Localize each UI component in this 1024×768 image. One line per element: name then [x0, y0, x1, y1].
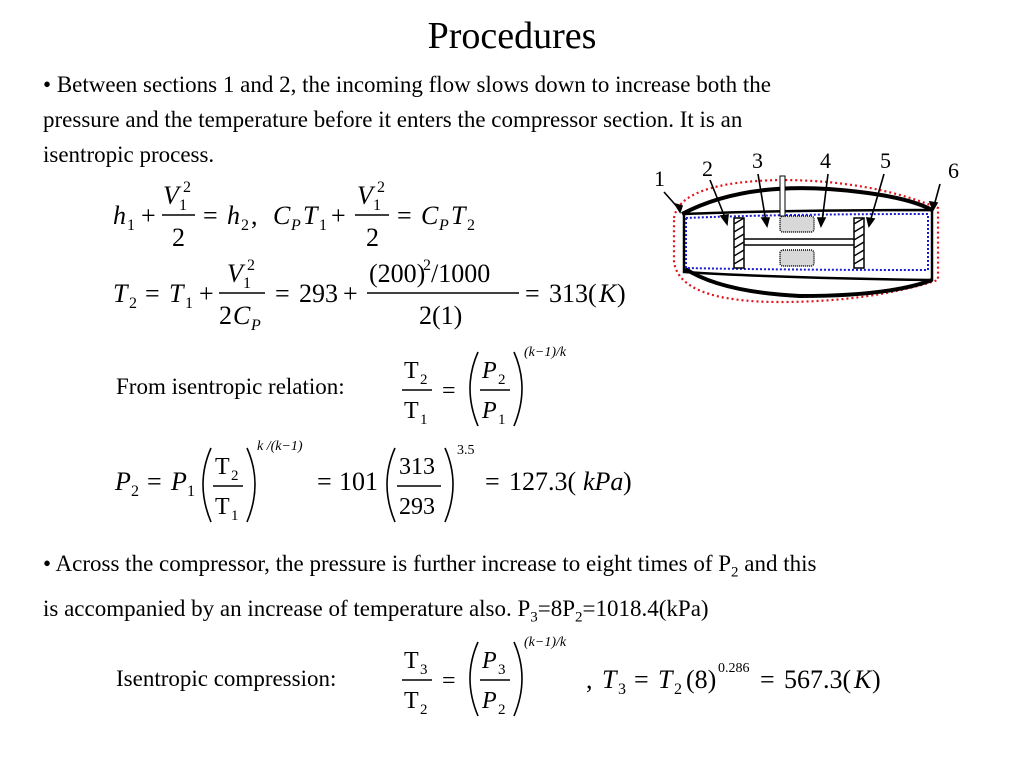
section-label-3: 3: [752, 148, 763, 173]
equation-isentropic-relation: [396, 340, 596, 432]
eq4-293: 293: [399, 494, 435, 520]
eq4-P2-sub: 2: [131, 483, 139, 500]
combustor-bottom: [780, 250, 814, 266]
eq4-den-T-sub: 1: [231, 508, 239, 524]
label-isentropic-compression: Isentropic compression:: [116, 666, 337, 691]
eq5-eq3: =: [760, 665, 775, 694]
eq5-K: K: [854, 665, 872, 694]
eq5-exp2: 0.286: [718, 661, 750, 676]
equation-isentropic-compression: [396, 630, 906, 722]
para2-text-1b: and this: [738, 551, 817, 576]
para2-text-1a: Across the compressor, the pressure is further increase to eight times of P: [55, 551, 732, 576]
equation-energy-balance: [105, 176, 485, 256]
turbine-block: [854, 218, 864, 268]
eq2-eq: =: [145, 279, 160, 308]
eq2-plus2: +: [343, 279, 358, 308]
para2-sub-3: 3: [530, 609, 538, 626]
eq1-V-sq: 2: [183, 179, 191, 196]
nacelle-bottom: [684, 268, 932, 296]
eq3-den-P: P: [482, 398, 497, 424]
eq5-eight: (8): [686, 665, 717, 694]
eq1-T: T: [303, 201, 318, 230]
para1-text-1: Between sections 1 and 2, the incoming flow slows down to increase both the: [56, 72, 771, 97]
eq3-den-sub: 1: [420, 412, 428, 428]
bullet: •: [43, 72, 52, 97]
eq4-close: ): [623, 467, 632, 496]
eq1-P: P: [291, 217, 301, 234]
eq1-V2-sq: 2: [377, 179, 385, 196]
eq3-num-P: P: [482, 358, 497, 384]
eq1-C2: C: [421, 201, 439, 230]
eq5-num-P-sub: 3: [498, 662, 506, 678]
eq5-T2: T: [658, 665, 673, 694]
eq2-T2: T: [113, 279, 128, 308]
eq2-V-sq: 2: [247, 257, 255, 274]
para2-line2: [43, 591, 1018, 636]
eq3-den-T: T: [404, 398, 419, 424]
engine-diagram: [640, 140, 980, 310]
eq3-num-T: T: [404, 358, 419, 384]
section-label-6: 6: [948, 158, 959, 183]
eq2-T1: T: [169, 279, 184, 308]
eq5-num-sub: 3: [420, 662, 428, 678]
eq4-eq2: =: [317, 467, 332, 496]
eq4-P1-sub: 1: [187, 483, 195, 500]
eq5-result: 567.3(: [784, 665, 852, 694]
para1-line2: pressure and the temperature before it enters the compressor section. It is an: [43, 107, 743, 132]
eq2-V-sub: 1: [243, 275, 251, 292]
para1-line1: [43, 67, 1023, 102]
eq2-T2-sub: 2: [129, 295, 137, 312]
eq1-eq2: =: [397, 201, 412, 230]
eq1-h2: h: [227, 201, 240, 230]
eq2-eq3: =: [525, 279, 540, 308]
eq5-den-P-sub: 2: [498, 702, 506, 718]
eq1-plus2: +: [331, 201, 346, 230]
eq5-den-sub: 2: [420, 702, 428, 718]
para2-sub-2b: 2: [575, 609, 583, 626]
eq2-V: V: [227, 259, 243, 288]
eq5-T3-sub: 3: [618, 681, 626, 698]
eq1-V-sub: 1: [179, 197, 187, 214]
eq2-den-C: C: [233, 301, 251, 330]
para2-line1: [43, 546, 1018, 591]
eq4-P2: P: [115, 467, 131, 496]
eq2-eq2: =: [275, 279, 290, 308]
eq1-T2: T: [451, 201, 466, 230]
fuel-injector: [780, 176, 785, 216]
eq5-num-T: T: [404, 648, 419, 674]
eq2-result: 313(: [549, 279, 597, 308]
eq4-num-T: T: [215, 454, 230, 480]
combustor-top: [780, 216, 814, 232]
eq2-num-a: (200): [369, 259, 426, 288]
paragraph-compressor: [43, 546, 1018, 635]
eq1-h1-sub: 1: [127, 217, 135, 234]
eq1-T1-sub: 1: [319, 217, 327, 234]
eq4-den-T: T: [215, 494, 230, 520]
eq3-den-P-sub: 1: [498, 412, 506, 428]
eq1-T2-sub: 2: [467, 217, 475, 234]
eq2-den: 2(1): [419, 301, 463, 330]
section-label-1: 1: [654, 166, 665, 191]
eq2-den-P: P: [251, 317, 261, 334]
eq4-P1: P: [171, 467, 187, 496]
eq1-den2: 2: [366, 223, 379, 252]
eq4-num-T-sub: 2: [231, 468, 239, 484]
eq1-V: V: [163, 181, 179, 210]
eq2-K: K: [599, 279, 617, 308]
eq5-den-T: T: [404, 688, 419, 714]
para1-line3: isentropic process.: [43, 142, 215, 167]
eq3-num-sub: 2: [420, 372, 428, 388]
eq1-den: 2: [172, 223, 185, 252]
eq1-eq: =: [203, 201, 218, 230]
eq5-exponent: (k−1)/k: [524, 635, 567, 650]
eq2-plus: +: [199, 279, 214, 308]
eq5-num-P: P: [482, 648, 497, 674]
para2-text-2b: =8P: [537, 595, 576, 621]
eq4-eq3: =: [485, 467, 500, 496]
eq2-293: 293: [299, 279, 338, 308]
eq1-h1: h: [113, 201, 126, 230]
equation-temperature-T2: [105, 254, 645, 334]
label-isentropic-relation: From isentropic relation:: [116, 374, 345, 399]
equation-pressure-P2: [105, 436, 665, 528]
eq4-exp1: k /(k−1): [257, 439, 303, 454]
eq5-eq: =: [442, 668, 456, 694]
para2-text-2a: is accompanied by an increase of temperature also. P: [43, 595, 531, 621]
para2-text-2c: =1018.4(kPa): [582, 595, 709, 621]
section-label-2: 2: [702, 156, 713, 181]
section-label-5: 5: [880, 148, 891, 173]
eq2-den-2: 2: [219, 301, 232, 330]
eq5-eq2: =: [634, 665, 649, 694]
eq4-kPa: kPa: [583, 467, 624, 496]
eq2-close: ): [617, 279, 626, 308]
bullet: •: [43, 551, 52, 576]
eq3-num-P-sub: 2: [498, 372, 506, 388]
compressor-block: [734, 218, 744, 268]
eq4-101: 101: [339, 467, 378, 496]
eq2-num-sq: 2: [423, 257, 431, 274]
eq1-plus: +: [141, 201, 156, 230]
eq1-comma: ,: [251, 201, 258, 230]
slide-title: Procedures: [427, 15, 597, 57]
eq5-T3: T: [602, 665, 617, 694]
eq4-exp2: 3.5: [457, 443, 475, 458]
eq5-T2-sub: 2: [674, 681, 682, 698]
eq1-V2: V: [357, 181, 373, 210]
eq5-den-P: P: [482, 688, 497, 714]
eq4-result: 127.3(: [509, 467, 577, 496]
eq2-T1-sub: 1: [185, 295, 193, 312]
eq5-comma: ,: [586, 665, 593, 694]
eq1-h2-sub: 2: [241, 217, 249, 234]
para2-sub-2: 2: [731, 564, 739, 581]
eq2-num-b: /1000: [431, 259, 491, 288]
eq4-313: 313: [399, 454, 435, 480]
eq3-eq: =: [442, 378, 456, 404]
eq1-V2-sub: 1: [373, 197, 381, 214]
section-label-4: 4: [820, 148, 831, 173]
eq4-eq: =: [147, 467, 162, 496]
eq3-exponent: (k−1)/k: [524, 345, 567, 360]
eq1-P2: P: [439, 217, 449, 234]
eq5-close: ): [872, 665, 881, 694]
eq1-C: C: [273, 201, 291, 230]
